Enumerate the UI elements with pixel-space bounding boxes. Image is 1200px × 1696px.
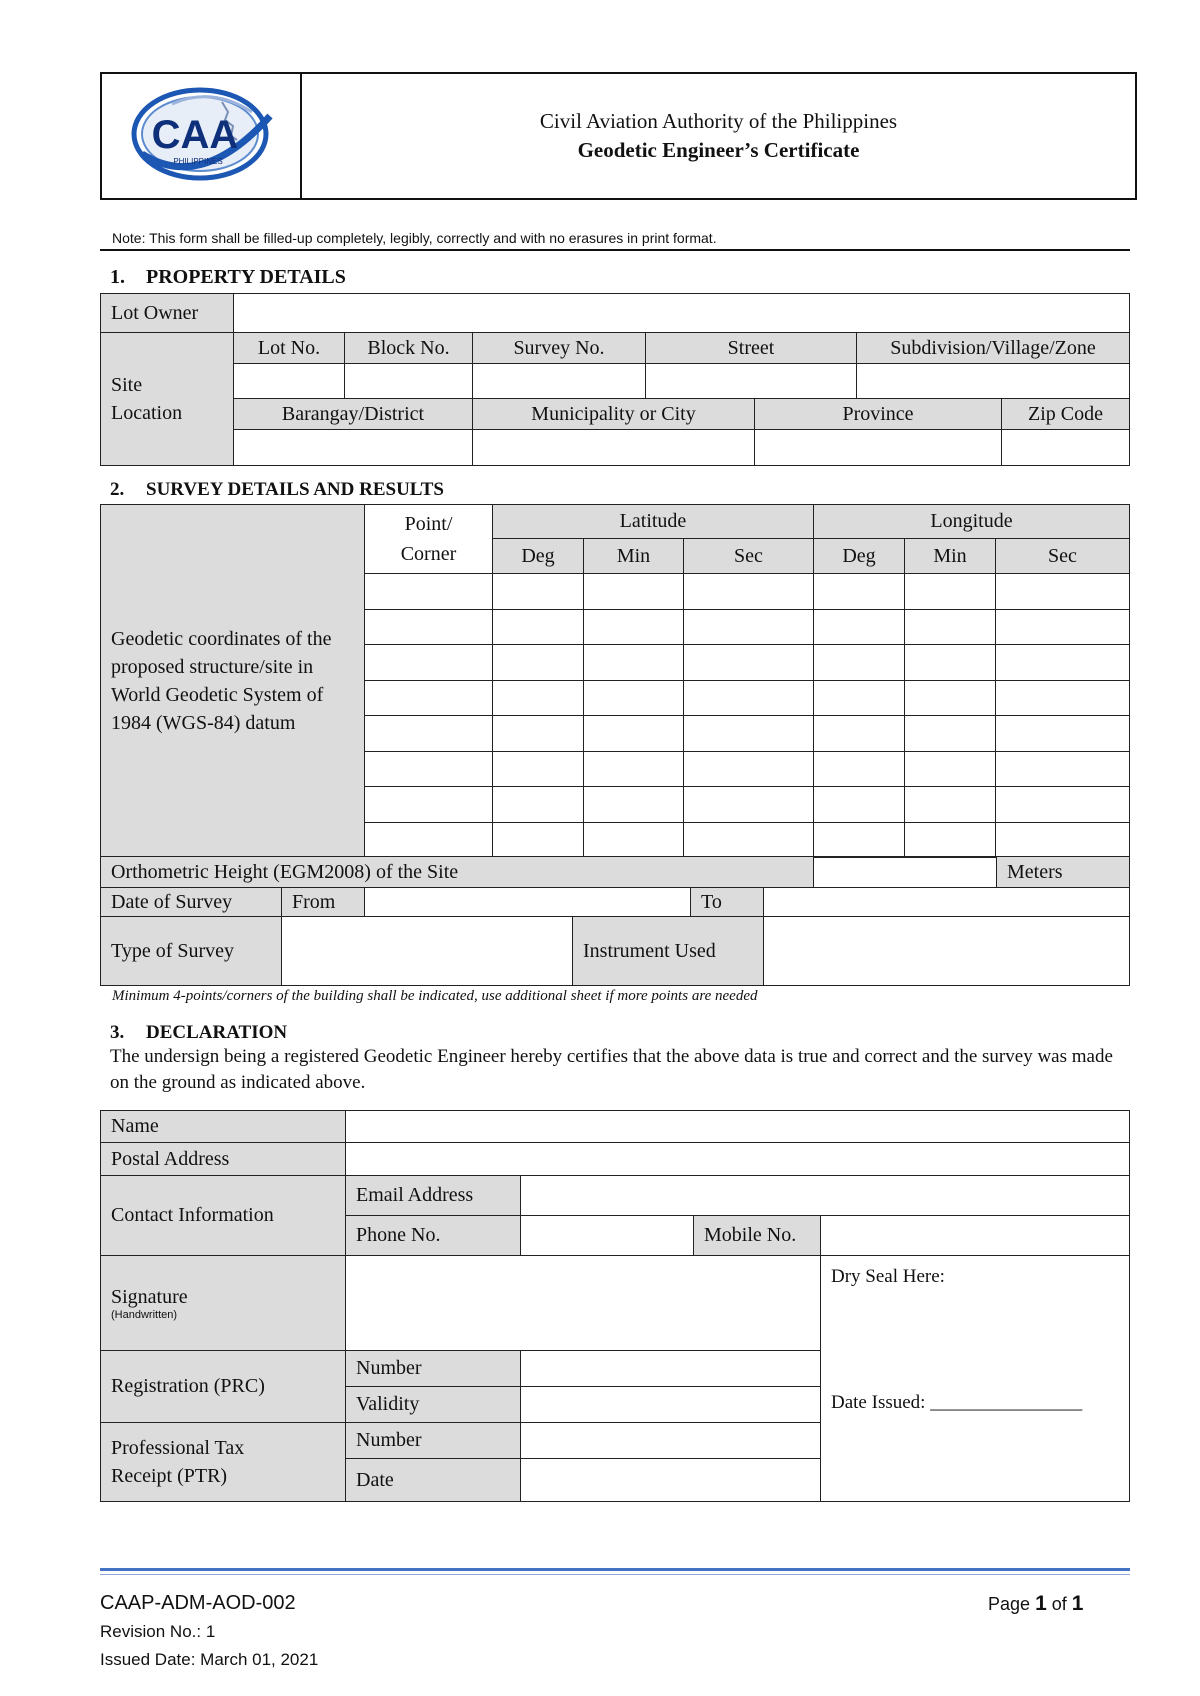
- prc-number-label: Number: [345, 1350, 521, 1387]
- declaration-text: The undersign being a registered Geodetic Engineer hereby certifies that the above data is true and correct and the survey was made on the ground as indicated above.: [110, 1046, 1113, 1093]
- survey-no-field[interactable]: [472, 363, 646, 399]
- name-field[interactable]: [345, 1110, 1130, 1143]
- section-2-number: 2.: [110, 479, 125, 500]
- mobile-no-field[interactable]: [820, 1215, 1130, 1256]
- footer-rule-thin: [100, 1574, 1130, 1575]
- point-corner-label: Point/ Corner: [364, 504, 493, 574]
- coord-lon-deg-field[interactable]: [813, 644, 905, 681]
- form-header: [100, 72, 1137, 200]
- agency-name: Civil Aviation Authority of the Philippines: [539, 109, 898, 133]
- municipality-field[interactable]: [472, 429, 755, 466]
- ptr-number-field[interactable]: [520, 1422, 821, 1459]
- province-label: Province: [754, 398, 1002, 430]
- zip-code-field[interactable]: [1001, 429, 1130, 466]
- coord-lat-min-field[interactable]: [583, 822, 684, 859]
- revision-number: Revision No.: 1: [100, 1622, 216, 1641]
- barangay-field[interactable]: [233, 429, 473, 466]
- email-address-field[interactable]: [520, 1175, 1130, 1216]
- coord-lat-deg-field[interactable]: [492, 644, 584, 681]
- coord-lat-min-field[interactable]: [583, 751, 684, 788]
- phone-no-label: Phone No.: [345, 1215, 521, 1256]
- block-no-label: Block No.: [344, 332, 473, 364]
- page-total: 1: [1071, 1592, 1084, 1615]
- prc-validity-field[interactable]: [520, 1386, 821, 1423]
- site-location-label: Site Location: [100, 332, 234, 466]
- coord-lat-sec-field[interactable]: [683, 822, 814, 859]
- lon-deg-label: Deg: [813, 538, 905, 574]
- subdivision-field[interactable]: [856, 363, 1130, 399]
- coord-point-field[interactable]: [364, 680, 493, 717]
- section-1-number: 1.: [110, 266, 125, 288]
- dry-seal-label: Dry Seal Here:: [831, 1266, 945, 1287]
- date-of-survey-label: Date of Survey: [100, 887, 282, 917]
- coord-lat-sec-field[interactable]: [683, 609, 814, 646]
- subdivision-label: Subdivision/Village/Zone: [856, 332, 1130, 364]
- coord-lon-min-field[interactable]: [904, 573, 996, 610]
- coord-lat-sec-field[interactable]: [683, 751, 814, 788]
- signature-field[interactable]: [345, 1255, 821, 1351]
- coord-lat-sec-field[interactable]: [683, 644, 814, 681]
- coord-lon-min-field[interactable]: [904, 680, 996, 717]
- coord-lon-min-field[interactable]: [904, 644, 996, 681]
- ptr-number-label: Number: [345, 1422, 521, 1459]
- lat-min-label: Min: [583, 538, 684, 574]
- prc-number-field[interactable]: [520, 1350, 821, 1387]
- postal-address-label: Postal Address: [100, 1142, 346, 1176]
- longitude-label: Longitude: [813, 504, 1130, 539]
- signature-text: Signature: [111, 1285, 188, 1308]
- coord-point-field[interactable]: [364, 609, 493, 646]
- ptr-date-field[interactable]: [520, 1458, 821, 1502]
- coord-lon-min-field[interactable]: [904, 609, 996, 646]
- coord-lat-deg-field[interactable]: [492, 751, 584, 788]
- street-field[interactable]: [645, 363, 857, 399]
- lon-sec-label: Sec: [995, 538, 1130, 574]
- email-address-label: Email Address: [345, 1175, 521, 1216]
- coord-point-field[interactable]: [364, 715, 493, 752]
- block-no-field[interactable]: [344, 363, 473, 399]
- province-field[interactable]: [754, 429, 1002, 466]
- coord-lon-deg-field[interactable]: [813, 822, 905, 859]
- section-2-label: SURVEY DETAILS AND RESULTS: [146, 479, 444, 500]
- coord-lon-sec-field[interactable]: [995, 680, 1130, 717]
- lot-no-field[interactable]: [233, 363, 345, 399]
- coord-lat-min-field[interactable]: [583, 609, 684, 646]
- phone-no-field[interactable]: [520, 1215, 694, 1256]
- document-code: CAAP-ADM-AOD-002: [100, 1592, 296, 1614]
- municipality-label: Municipality or City: [472, 398, 755, 430]
- page-word: Page: [988, 1594, 1031, 1614]
- coord-lon-sec-field[interactable]: [995, 573, 1130, 610]
- ptr-label: Professional Tax Receipt (PTR): [100, 1422, 346, 1502]
- coord-point-field[interactable]: [364, 786, 493, 823]
- lot-owner-field[interactable]: [233, 293, 1130, 333]
- coord-lat-deg-field[interactable]: [492, 573, 584, 610]
- note-divider: [100, 249, 1130, 251]
- coord-lon-sec-field[interactable]: [995, 786, 1130, 823]
- coord-lat-sec-field[interactable]: [683, 680, 814, 717]
- caap-logo: [102, 74, 298, 198]
- logo-text: CAA: [151, 113, 239, 157]
- date-from-field[interactable]: [364, 887, 691, 917]
- to-label: To: [690, 887, 764, 917]
- coord-lon-min-field[interactable]: [904, 786, 996, 823]
- survey-no-label: Survey No.: [472, 332, 646, 364]
- coord-lat-sec-field[interactable]: [683, 715, 814, 752]
- coord-lon-deg-field[interactable]: [813, 609, 905, 646]
- from-label: From: [281, 887, 365, 917]
- coord-lon-sec-field[interactable]: [995, 751, 1130, 788]
- orthometric-field[interactable]: [813, 856, 997, 888]
- lot-owner-label: Lot Owner: [100, 293, 234, 333]
- coord-lon-deg-field[interactable]: [813, 751, 905, 788]
- lot-no-label: Lot No.: [233, 332, 345, 364]
- lat-sec-label: Sec: [683, 538, 814, 574]
- date-to-field[interactable]: [763, 887, 1130, 917]
- issued-date: Issued Date: March 01, 2021: [100, 1650, 319, 1669]
- lon-min-label: Min: [904, 538, 996, 574]
- signature-label: [100, 1255, 346, 1351]
- coord-point-field[interactable]: [364, 751, 493, 788]
- lat-deg-label: Deg: [492, 538, 584, 574]
- coord-lon-deg-field[interactable]: [813, 786, 905, 823]
- coord-lon-min-field[interactable]: [904, 715, 996, 752]
- type-of-survey-field[interactable]: [281, 916, 573, 986]
- coord-lon-deg-field[interactable]: [813, 715, 905, 752]
- title-cell: [302, 74, 1135, 198]
- coord-lat-deg-field[interactable]: [492, 822, 584, 859]
- postal-address-field[interactable]: [345, 1142, 1130, 1176]
- coord-lat-sec-field[interactable]: [683, 573, 814, 610]
- section-2-title: [110, 479, 444, 501]
- name-label: Name: [100, 1110, 346, 1143]
- date-issued-label: Date Issued: ________________: [831, 1392, 1083, 1413]
- coord-lon-sec-field[interactable]: [995, 644, 1130, 681]
- section-3-number: 3.: [110, 1022, 125, 1043]
- coord-lon-deg-field[interactable]: [813, 680, 905, 717]
- instrument-used-label: Instrument Used: [572, 916, 764, 986]
- prc-validity-label: Validity: [345, 1386, 521, 1423]
- barangay-label: Barangay/District: [233, 398, 473, 430]
- form-title: Geodetic Engineer’s Certificate: [577, 138, 860, 162]
- coord-lon-sec-field[interactable]: [995, 609, 1130, 646]
- page-of: of: [1051, 1594, 1067, 1614]
- contact-information-label: Contact Information: [100, 1175, 346, 1256]
- coord-lat-deg-field[interactable]: [492, 609, 584, 646]
- coord-lat-deg-field[interactable]: [492, 680, 584, 717]
- latitude-label: Latitude: [492, 504, 814, 539]
- form-note: Note: This form shall be filled-up completely, legibly, correctly and with no erasures in print format.: [112, 230, 717, 246]
- instrument-used-field[interactable]: [763, 916, 1130, 986]
- coord-lat-min-field[interactable]: [583, 786, 684, 823]
- coord-lat-deg-field[interactable]: [492, 715, 584, 752]
- zip-code-label: Zip Code: [1001, 398, 1130, 430]
- meters-label: Meters: [996, 856, 1130, 888]
- logo-cell: [102, 74, 302, 198]
- coord-point-field[interactable]: [364, 822, 493, 859]
- footer-rule: [100, 1568, 1130, 1571]
- street-label: Street: [645, 332, 857, 364]
- coord-lon-sec-field[interactable]: [995, 822, 1130, 859]
- coord-lon-min-field[interactable]: [904, 751, 996, 788]
- minimum-points-note: Minimum 4-points/corners of the building shall be indicated, use additional sheet if more points are needed: [112, 988, 758, 1004]
- coord-lon-deg-field[interactable]: [813, 573, 905, 610]
- coord-lat-deg-field[interactable]: [492, 786, 584, 823]
- dry-seal-box[interactable]: [820, 1255, 1130, 1502]
- coord-lat-min-field[interactable]: [583, 644, 684, 681]
- section-3-label: DECLARATION: [146, 1022, 288, 1043]
- coord-lon-min-field[interactable]: [904, 822, 996, 859]
- coord-point-field[interactable]: [364, 573, 493, 610]
- handwritten-note: (Handwritten): [111, 1308, 178, 1321]
- orthometric-label: Orthometric Height (EGM2008) of the Site: [100, 856, 814, 888]
- page-current: 1: [1035, 1592, 1047, 1615]
- page-number: [988, 1592, 1083, 1616]
- registration-prc-label: Registration (PRC): [100, 1350, 346, 1423]
- coord-point-field[interactable]: [364, 644, 493, 681]
- section-3-title: [110, 1022, 287, 1044]
- coord-lat-min-field[interactable]: [583, 573, 684, 610]
- logo-subtext: PHILIPPINES: [173, 157, 223, 166]
- type-of-survey-label: Type of Survey: [100, 916, 282, 986]
- coord-lat-min-field[interactable]: [583, 680, 684, 717]
- section-1-title: [110, 266, 346, 289]
- coord-lat-sec-field[interactable]: [683, 786, 814, 823]
- coord-lon-sec-field[interactable]: [995, 715, 1130, 752]
- coord-lat-min-field[interactable]: [583, 715, 684, 752]
- ptr-date-label: Date: [345, 1458, 521, 1502]
- mobile-no-label: Mobile No.: [693, 1215, 821, 1256]
- geodetic-coordinates-label: Geodetic coordinates of the proposed structure/site in World Geodetic System of 1984 (WGS-84) datum: [100, 504, 365, 858]
- section-1-label: PROPERTY DETAILS: [146, 266, 346, 288]
